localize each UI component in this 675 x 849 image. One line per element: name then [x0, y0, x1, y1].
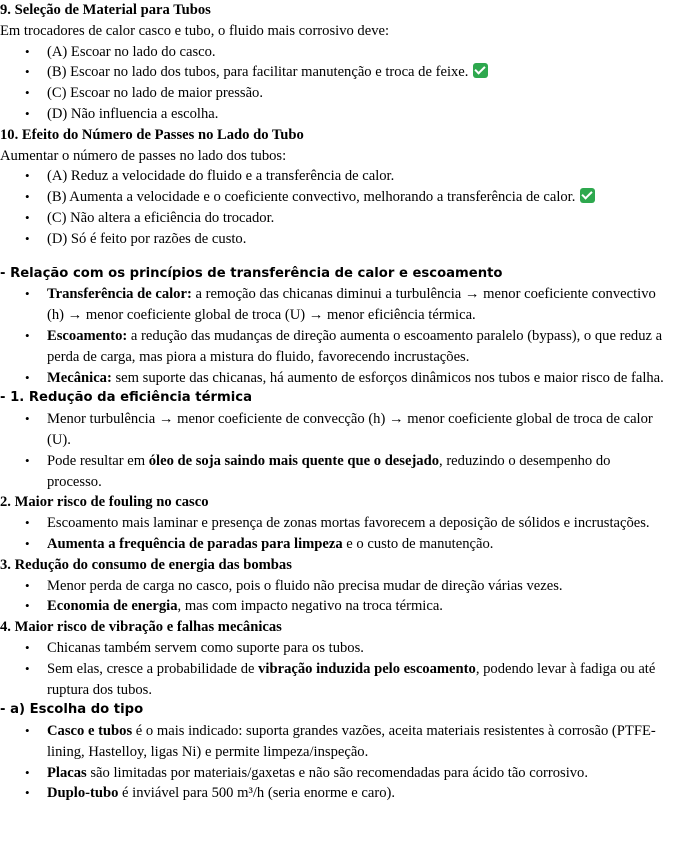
list-item: • Placas são limitadas por materiais/gaxetas e não são recomendadas para ácido tão corrosivo.: [47, 763, 665, 784]
list-item: • Sem elas, cresce a probabilidade de vibração induzida pelo escoamento, podendo levar à fadiga ou até ruptura dos tubos.: [47, 659, 671, 701]
section-4-list: [0, 638, 675, 700]
list-item: • Menor turbulência → menor coeficiente de convecção (h) → menor coeficiente global de troca de calor (U).: [47, 409, 665, 451]
q9-title: 9. Seleção de Material para Tubos: [0, 2, 211, 18]
q10-option-b: • (B) Aumenta a velocidade e o coeficiente convectivo, melhorando a transferência de calor.: [47, 187, 675, 208]
list-item: • Economia de energia, mas com impacto negativo na troca térmica.: [47, 596, 665, 617]
section-2-list: [0, 513, 675, 555]
q9-options: [0, 42, 675, 125]
q9-option-c: • (C) Escoar no lado de maior pressão.: [47, 83, 675, 104]
relacao-list: [0, 284, 675, 388]
list-item: • Casco e tubos é o mais indicado: suporta grandes vazões, aceita materiais resistentes à corrosão (PTFE-lining, Hastelloy, ligas Ni) e permite limpeza/inspeção.: [47, 721, 665, 763]
relacao-heading: - Relação com os princípios de transferência de calor e escoamento: [0, 265, 503, 281]
q10-stem: Aumentar o número de passes no lado dos tubos:: [0, 147, 287, 164]
section-a-list: [0, 721, 675, 804]
check-mark-icon: [580, 188, 595, 203]
q9-stem: Em trocadores de calor casco e tubo, o fluido mais corrosivo deve:: [0, 22, 390, 39]
q10-title: 10. Efeito do Número de Passes no Lado do Tubo: [0, 126, 304, 143]
check-mark-icon: [473, 63, 488, 78]
list-item: • Menor perda de carga no casco, pois o fluido não precisa mudar de direção várias vezes.: [47, 576, 665, 597]
section-3-list: [0, 576, 675, 618]
relacao-item: • Mecânica: sem suporte das chicanas, há aumento de esforços dinâmicos nos tubos e maior risco de falha.: [47, 368, 665, 389]
section-1-list: [0, 409, 675, 492]
list-item: • Aumenta a frequência de paradas para limpeza e o custo de manutenção.: [47, 534, 665, 555]
list-item: • Pode resultar em óleo de soja saindo mais quente que o desejado, reduzindo o desempenho do processo.: [47, 451, 665, 493]
relacao-item: • Transferência de calor: a remoção das chicanas diminui a turbulência → menor coeficiente convectivo (h) → menor coeficiente global de troca (U) → menor eficiência térmica.: [47, 284, 665, 326]
q9-option-a: • (A) Escoar no lado do casco.: [47, 42, 675, 63]
q9-option-b: • (B) Escoar no lado dos tubos, para facilitar manutenção e troca de feixe.: [47, 62, 675, 83]
list-item: • Chicanas também servem como suporte para os tubos.: [47, 638, 671, 659]
q10-option-c: • (C) Não altera a eficiência do trocador.: [47, 208, 675, 229]
q10-options: [0, 166, 675, 249]
q9-option-d: • (D) Não influencia a escolha.: [47, 104, 675, 125]
list-item: • Escoamento mais laminar e presença de zonas mortas favorecem a deposição de sólidos e incrustações.: [47, 513, 665, 534]
q10-option-a: • (A) Reduz a velocidade do fluido e a transferência de calor.: [47, 166, 675, 187]
section-3-heading: 3. Redução do consumo de energia das bombas: [0, 556, 292, 573]
section-4-heading: 4. Maior risco de vibração e falhas mecânicas: [0, 619, 282, 636]
relacao-item: • Escoamento: a redução das mudanças de direção aumenta o escoamento paralelo (bypass), o que reduz a perda de carga, mas piora a mistura do fluido, favorecendo incrustações.: [47, 326, 665, 368]
q10-option-d: • (D) Só é feito por razões de custo.: [47, 229, 675, 250]
section-1-heading: - 1. Redução da eficiência térmica: [0, 390, 253, 406]
section-2-heading: 2. Maior risco de fouling no casco: [0, 494, 209, 511]
list-item: • Duplo-tubo é inviável para 500 m³/h (seria enorme e caro).: [47, 783, 665, 804]
section-a-heading: - a) Escolha do tipo: [0, 702, 144, 718]
